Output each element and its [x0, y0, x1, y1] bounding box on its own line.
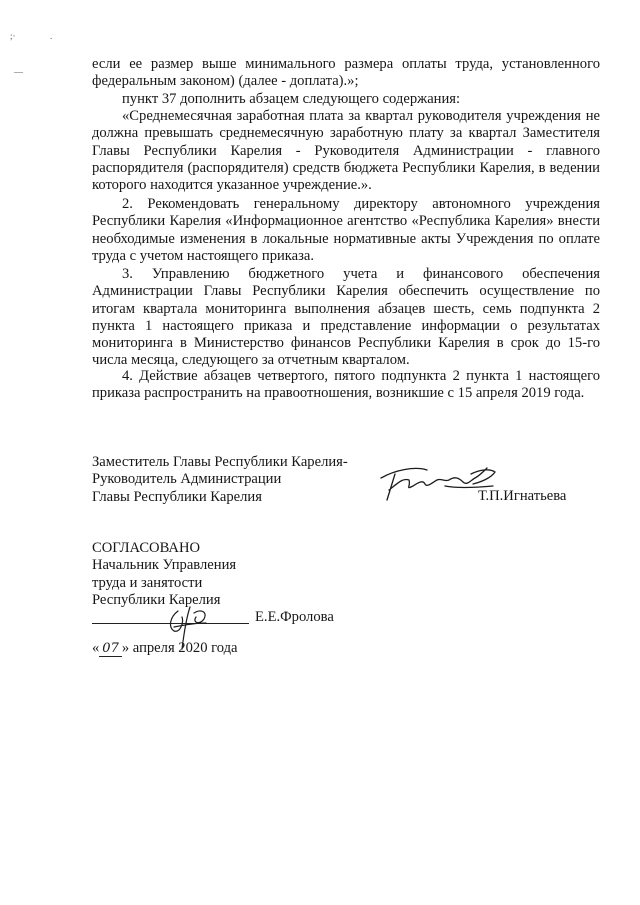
- paragraph-item-4: [92, 368, 600, 403]
- signatory-block: [92, 454, 348, 506]
- paragraph-text: если ее размер выше минимального размера оплаты труда, установленного федеральным законом) (далее - доплата).»;: [92, 56, 600, 90]
- approval-heading: СОГЛАСОВАНО: [92, 540, 201, 556]
- paragraph-quote: [92, 108, 600, 194]
- paragraph-item-3: [92, 266, 600, 370]
- scan-marks: [10, 30, 52, 78]
- paragraph-continuation: [92, 56, 600, 91]
- approval-block: [92, 540, 236, 609]
- signatory-title-line2: Руководитель Администрации: [92, 471, 282, 488]
- signatory-title-line1: Заместитель Главы Республики Карелия-: [92, 454, 348, 470]
- date-month-year: » апреля 2020 года: [121, 640, 238, 656]
- scan-mark: —: [14, 67, 23, 77]
- approval-date: [92, 640, 238, 657]
- scan-mark: ;·: [10, 31, 16, 41]
- paragraph-text: 4. Действие абзацев четвертого, пятого подпункта 2 пункта 1 настоящего приказа распространить на правоотношения, возникшие с 15 апреля 2019 года.: [92, 368, 600, 402]
- paragraph-item-2: [92, 196, 600, 265]
- scan-mark: .: [50, 31, 53, 41]
- signatory-title-line3: Главы Республики Карелия: [92, 488, 262, 505]
- approval-line3: Республики Карелия: [92, 591, 221, 608]
- paragraph-text: 2. Рекомендовать генеральному директору автономного учреждения Республики Карелия «Информационное агентство «Республика Карелия» внести необходимые изменения в локальные нормативные акты Учреждения по оплате труда с учетом настоящего приказа.: [92, 196, 600, 264]
- date-day: 07: [99, 641, 122, 657]
- approval-line1: Начальник Управления: [92, 557, 237, 574]
- paragraph-text: «Среднемесячная заработная плата за квартал руководителя учреждения не должна превышать среднемесячную заработную плату за квартал Заместителя Главы Республики Карелия - Руководителя Администрации - главного распорядителя (распорядителя) средств бюджета Республики Карелия, в ведении которого находится указанное учреждение.».: [92, 108, 600, 194]
- signatory-name: Т.П.Игнатьева: [478, 488, 567, 504]
- paragraph-text: пункт 37 дополнить абзацем следующего содержания:: [122, 91, 461, 107]
- approval-line2: труда и занятости: [92, 574, 203, 591]
- paragraph-text: 3. Управлению бюджетного учета и финансового обеспечения Администрации Главы Республики Карелия обеспечить осуществление по итогам квартала мониторинга выполнения абзацев шесть, семь подпункта 2 пункта 1 настоящего приказа и представление информации о результатах мониторинга в Министерство финансов Республики Карелия в срок до 15-го числа месяца, следующего за отчетным кварталом.: [92, 266, 600, 369]
- paragraph-clause-37: [92, 91, 600, 108]
- approval-name: Е.Е.Фролова: [255, 609, 334, 625]
- date-open-quote: «: [92, 640, 100, 656]
